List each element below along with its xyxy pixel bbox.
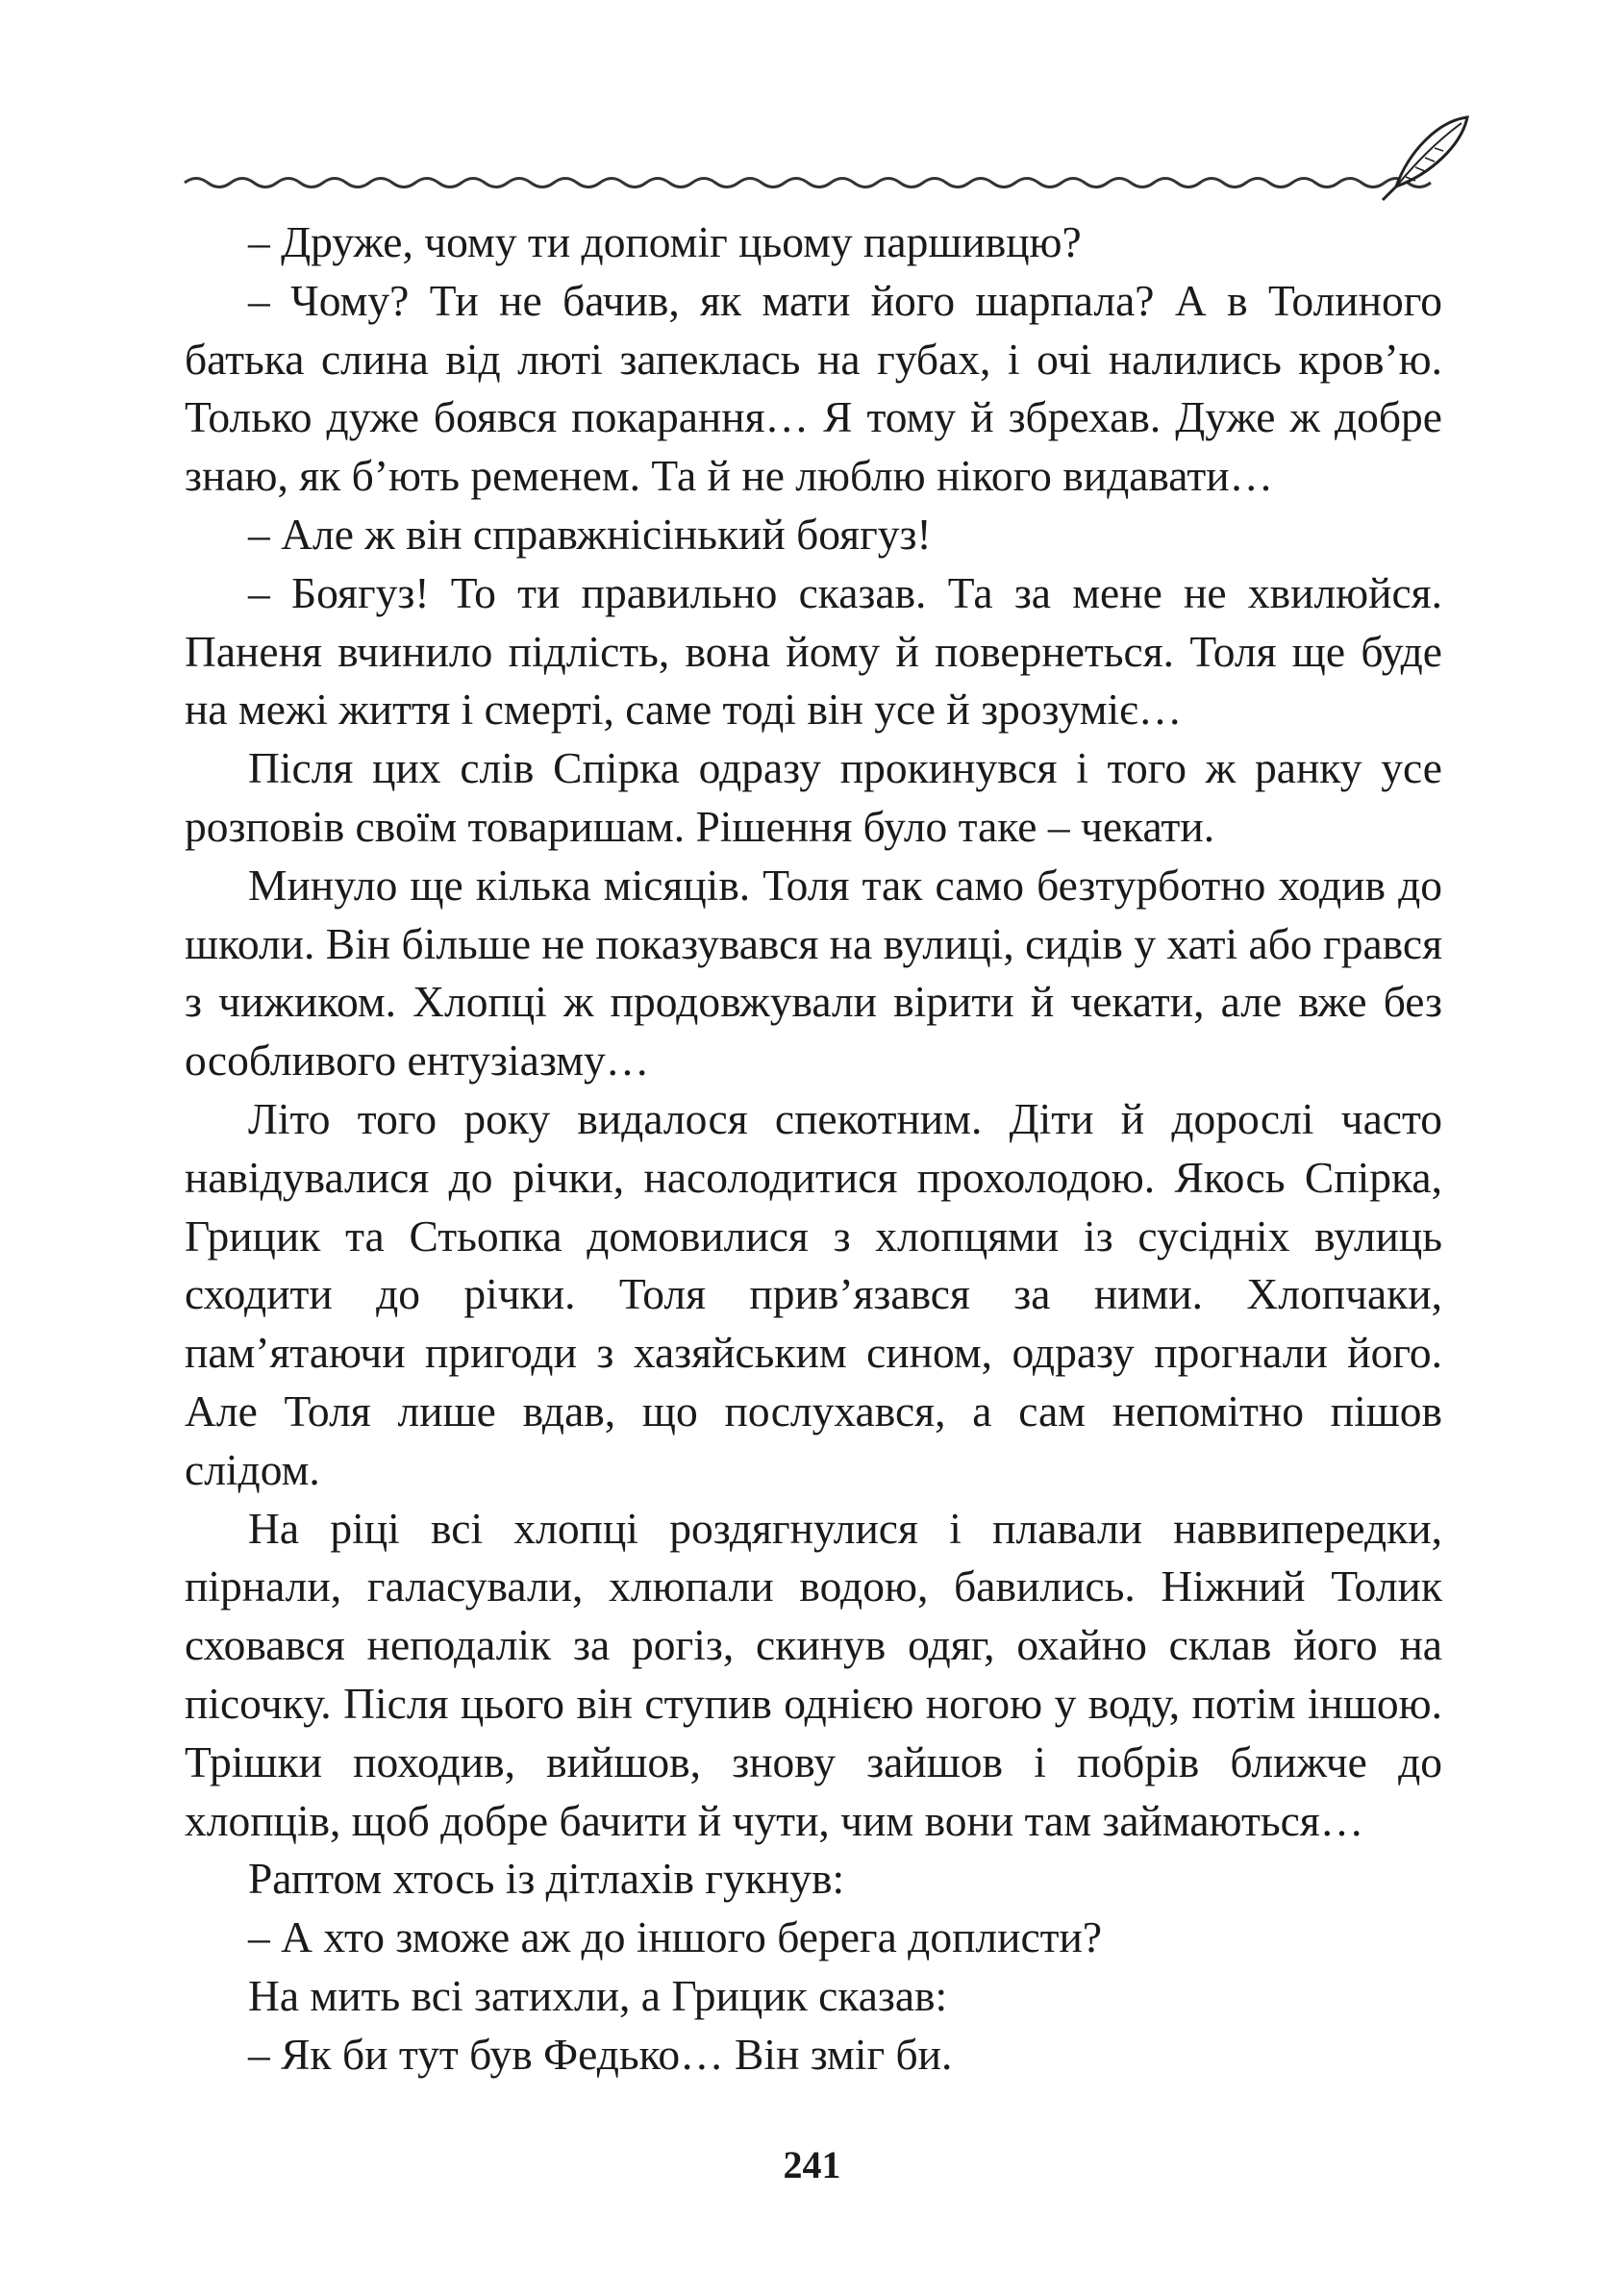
wavy-line [185,179,1431,187]
paragraph: Раптом хтось із дітлахів гукнув: [248,1854,845,1904]
paragraph: – А хто зможе аж до іншого берега доплисти? [248,1912,1103,1962]
paragraph: Минуло ще кілька місяців. Толя так само безтурботно ходив до школи. Він більше не показувався на вулиці, сидів у хаті або грався з чижиком. Хлопці ж продовжували вірити й чекати, але вже без особливого ентузіазму… [185,860,1442,1086]
paragraph: Після цих слів Спірка одразу прокинувся і того ж ранку усе розповів своїм товаришам. Рішення було таке – чекати. [185,743,1442,851]
paragraph: – Друже, чому ти допоміг цьому паршивцю? [248,217,1082,266]
quill-icon [1383,117,1467,200]
paragraph: На мить всі затихли, а Грицик сказав: [248,1970,948,2020]
paragraph: – Як би тут був Федько… Він зміг би. [248,2029,953,2079]
paragraph: – Але ж він справжнісінький боягуз! [248,509,932,559]
text-block [185,213,1442,2085]
paragraph: Літо того року видалося спекотним. Діти й дорослі часто навідувалися до річки, насолодитися прохолодою. Якось Спірка, Грицик та Стьопка домовилися з хлопцями із сусідніх вулиць сходити до річки. Толя прив’язався за ними. Хлопчаки, пам’ятаючи пригоди з хазяйським сином, одразу прогнали його. Але Толя лише вдав, що послухався, а сам непомітно пішов слідом. [185,1093,1442,1494]
paragraph: – Чому? Ти не бачив, як мати його шарпала? А в Толиного батька слина від люті запеклась на губах, і очі налились кров’ю. Только дуже боявся покарання… Я тому й збрехав. Дуже ж добре знаю, як б’ють ременем. Та й не люблю нікого видавати… [185,275,1442,501]
paragraph: На ріці всі хлопці роздягнулися і плавали наввипередки, пірнали, галасували, хлюпали водою, бавились. Ніжний Толик сховався неподалік за рогіз, скинув одяг, охайно склав його на пісочку. Після цього він ступив однією ногою у воду, потім іншою. Трішки походив, вийшов, знову зайшов і побрів ближче до хлопців, щоб добре бачити й чути, чим вони там займаються… [185,1503,1442,1845]
paragraph: – Боягуз! То ти правильно сказав. Та за мене не хвилюйся. Паненя вчинило підлість, вона йому й повернеться. Толя ще буде на межі життя і смерті, саме тоді він усе й зрозуміє… [185,567,1442,735]
wave-ornament-with-quill [183,113,1471,210]
page-number: 241 [783,2143,841,2186]
